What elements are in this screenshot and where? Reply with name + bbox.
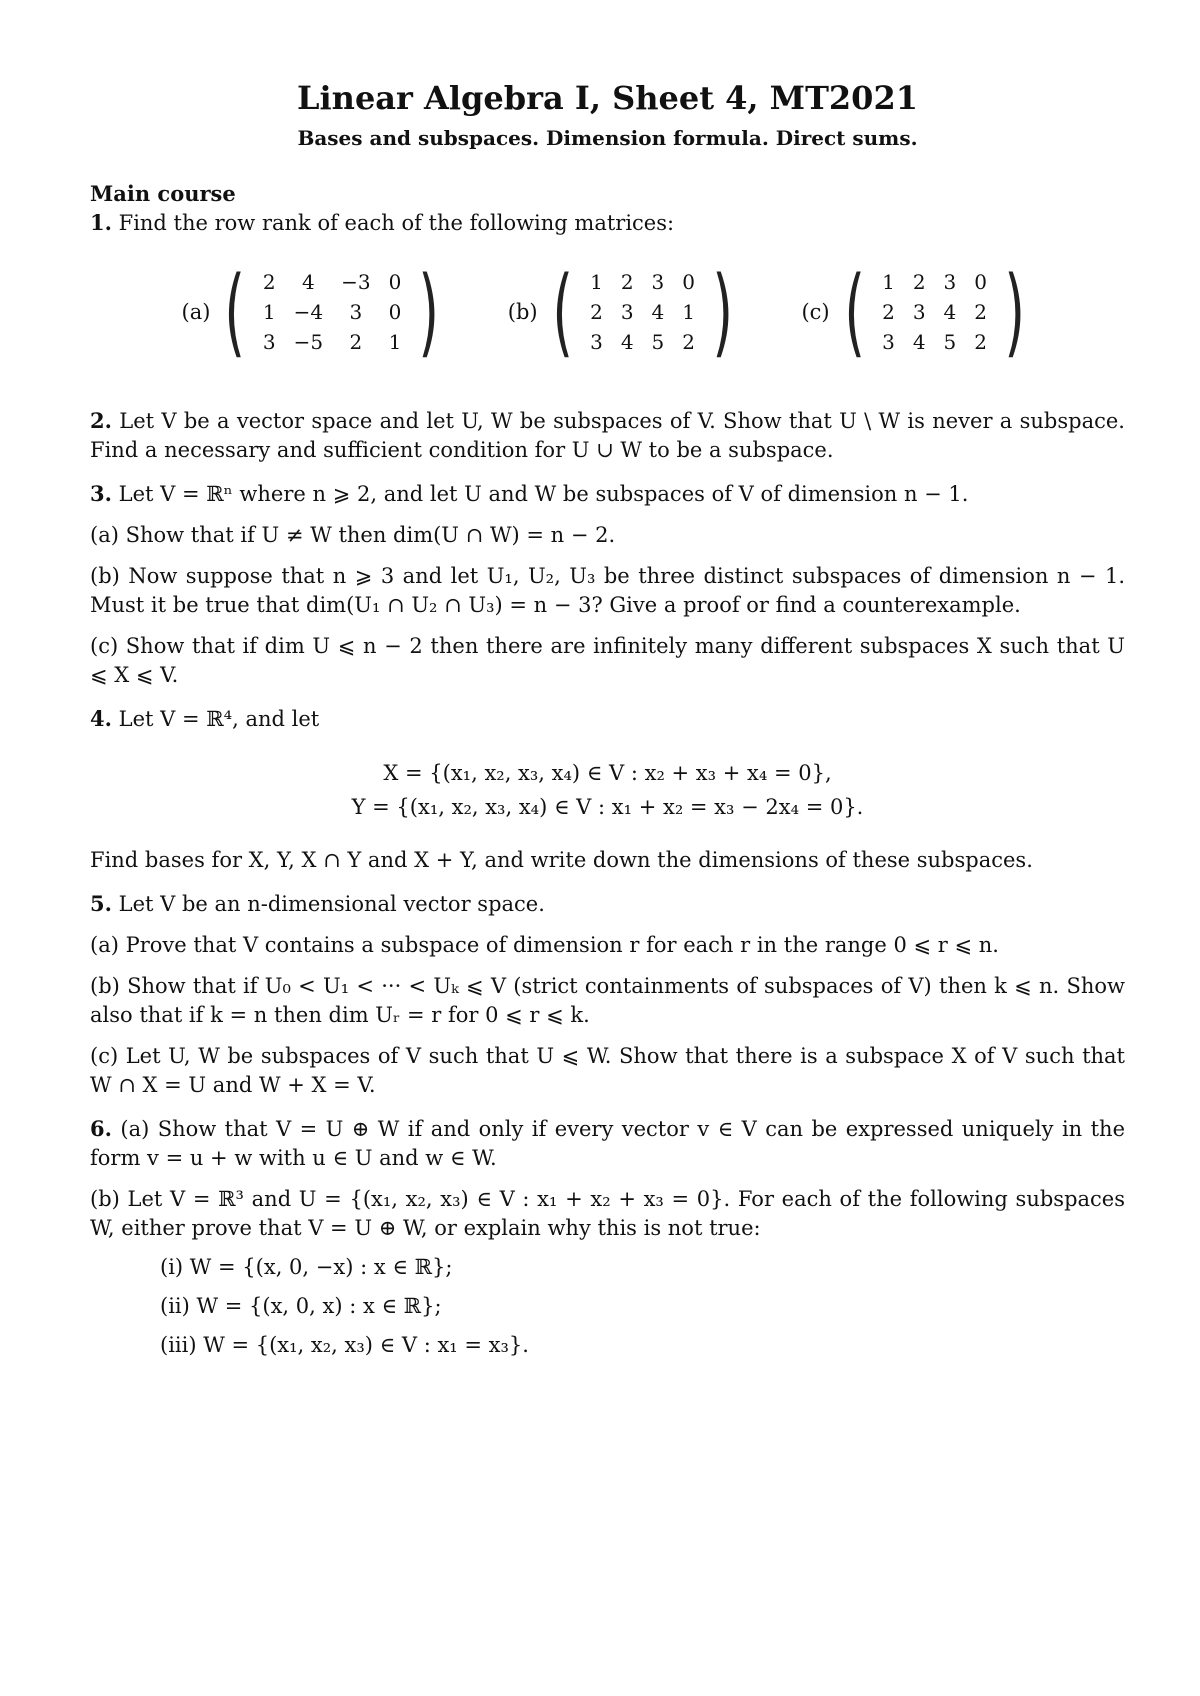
matrix-label: (b) [507, 299, 538, 324]
question-5c: (c) Let U, W be subspaces of V such that U ⩽ W. Show that there is a subspace X of V such that W ∩ X = U and W + X = V. [90, 1044, 1125, 1097]
right-paren: ) [712, 256, 734, 368]
matrix-cell: 4 [651, 299, 665, 324]
list-item: (iii) W = {(x₁, x₂, x₃) ∈ V : x₁ = x₃}. [160, 1333, 529, 1357]
matrix-cell: 4 [912, 329, 926, 354]
matrix-cell: 2 [974, 329, 988, 354]
matrix-list [90, 256, 1125, 368]
list-item: (i) W = {(x, 0, −x) : x ∈ ℝ}; [160, 1255, 453, 1279]
matrix-cell: −5 [293, 329, 324, 354]
right-paren: ) [1004, 256, 1026, 368]
question-2 [90, 406, 1125, 465]
question-4-outro: Find bases for X, Y, X ∩ Y and X + Y, and write down the dimensions of these subspaces. [90, 848, 1033, 872]
question-5 [90, 889, 1125, 919]
question-6 [90, 1114, 1125, 1173]
equation-x: X = {(x₁, x₂, x₃, x₄) ∈ V : x₂ + x₃ + x₄ = 0}, [383, 761, 832, 785]
matrix-cell: 3 [882, 329, 895, 354]
matrix-table [873, 267, 996, 357]
matrix-cell: 3 [620, 299, 634, 324]
question-3b: (b) Now suppose that n ⩾ 3 and let U₁, U₂, U₃ be three distinct subspaces of dimension n − 1. Must it be true that dim(U₁ ∩ U₂ ∩ U₃) = n − 3? Give a proof or find a counterexample. [90, 564, 1125, 617]
question-number: 2. [90, 408, 112, 433]
matrix-cell: 2 [590, 299, 603, 324]
matrix-cell: −4 [293, 299, 324, 324]
matrix-cell: 2 [682, 329, 696, 354]
question-3c: (c) Show that if dim U ⩽ n − 2 then there are infinitely many different subspaces X such that U ⩽ X ⩽ V. [90, 634, 1125, 687]
matrix-cell: 0 [682, 269, 696, 294]
problem-sheet [90, 78, 1125, 1360]
question-text: (a) Show that V = U ⊕ W if and only if every vector v ∈ V can be expressed uniquely in the form v = u + w with u ∈ U and w ∈ W. [90, 1117, 1125, 1170]
list-item: (ii) W = {(x, 0, x) : x ∈ ℝ}; [160, 1294, 442, 1318]
question-3 [90, 479, 1125, 509]
matrix-label: (a) [181, 299, 211, 324]
question-number: 1. [90, 210, 112, 235]
left-paren: ( [552, 256, 573, 368]
matrix-cell: 4 [943, 299, 957, 324]
matrix-cell: 3 [912, 299, 926, 324]
matrix-cell: 2 [912, 269, 926, 294]
matrix-cell: 2 [349, 329, 363, 354]
question-number: 6. [90, 1116, 112, 1141]
matrix-cell: 2 [974, 299, 988, 324]
question-text: Let V = ℝⁿ where n ⩾ 2, and let U and W be subspaces of V of dimension n − 1. [118, 482, 969, 506]
question-4 [90, 704, 1125, 734]
matrix-cell: 1 [388, 329, 402, 354]
matrix-cell: 0 [388, 299, 402, 324]
page-subtitle: Bases and subspaces. Dimension formula. Direct sums. [297, 126, 918, 150]
question-6b: (b) Let V = ℝ³ and U = {(x₁, x₂, x₃) ∈ V : x₁ + x₂ + x₃ = 0}. For each of the following subspaces W, either prove that V = U ⊕ W, or explain why this is not true: [90, 1187, 1125, 1240]
equation-block [90, 756, 1125, 824]
matrix-cell: 5 [943, 329, 957, 354]
question-number: 3. [90, 481, 112, 506]
right-paren: ) [418, 256, 440, 368]
matrix-cell: 0 [974, 269, 988, 294]
equation-y: Y = {(x₁, x₂, x₃, x₄) ∈ V : x₁ + x₂ = x₃ − 2x₄ = 0}. [351, 795, 864, 819]
left-paren: ( [844, 256, 865, 368]
subspace-list [90, 1253, 1125, 1360]
page-title: Linear Algebra I, Sheet 4, MT2021 [297, 79, 918, 117]
matrix-table [581, 267, 704, 357]
matrix-cell: 2 [882, 299, 895, 324]
question-number: 5. [90, 891, 112, 916]
matrix-cell: 3 [349, 299, 363, 324]
matrix-cell: 3 [590, 329, 603, 354]
question-text: Let V be a vector space and let U, W be subspaces of V. Show that U \ W is never a subspace. Find a necessary and sufficient condition for U ∪ W to be a subspace. [90, 409, 1125, 462]
left-paren: ( [224, 256, 246, 368]
question-text: Let V = ℝ⁴, and let [118, 707, 320, 731]
question-number: 4. [90, 706, 112, 731]
matrix-cell: 2 [262, 269, 276, 294]
question-text: Find the row rank of each of the following matrices: [118, 211, 675, 235]
question-5a: (a) Prove that V contains a subspace of dimension r for each r in the range 0 ⩽ r ⩽ n. [90, 933, 999, 957]
matrix-cell: 1 [882, 269, 895, 294]
matrix-cell: 3 [651, 269, 665, 294]
matrix-a [181, 256, 448, 368]
matrix-cell: −3 [341, 269, 371, 294]
question-1 [90, 208, 1125, 238]
question-text: Let V be an n-dimensional vector space. [118, 892, 545, 916]
matrix-b [507, 256, 742, 368]
matrix-cell: 1 [590, 269, 603, 294]
matrix-cell: 1 [682, 299, 696, 324]
matrix-c [801, 256, 1033, 368]
question-5b: (b) Show that if U₀ < U₁ < ··· < Uₖ ⩽ V (strict containments of subspaces of V) then k ⩽ n. Show also that if k = n then dim Uᵣ = r for 0 ⩽ r ⩽ k. [90, 974, 1125, 1027]
question-3a: (a) Show that if U ≠ W then dim(U ∩ W) = n − 2. [90, 523, 616, 547]
section-heading: Main course [90, 181, 236, 206]
matrix-cell: 2 [620, 269, 634, 294]
matrix-cell: 0 [388, 269, 402, 294]
matrix-cell: 4 [620, 329, 634, 354]
matrix-cell: 5 [651, 329, 665, 354]
matrix-cell: 1 [262, 299, 276, 324]
matrix-cell: 3 [943, 269, 957, 294]
matrix-cell: 3 [262, 329, 276, 354]
matrix-table [254, 267, 410, 357]
matrix-cell: 4 [302, 269, 315, 294]
matrix-label: (c) [801, 299, 830, 324]
